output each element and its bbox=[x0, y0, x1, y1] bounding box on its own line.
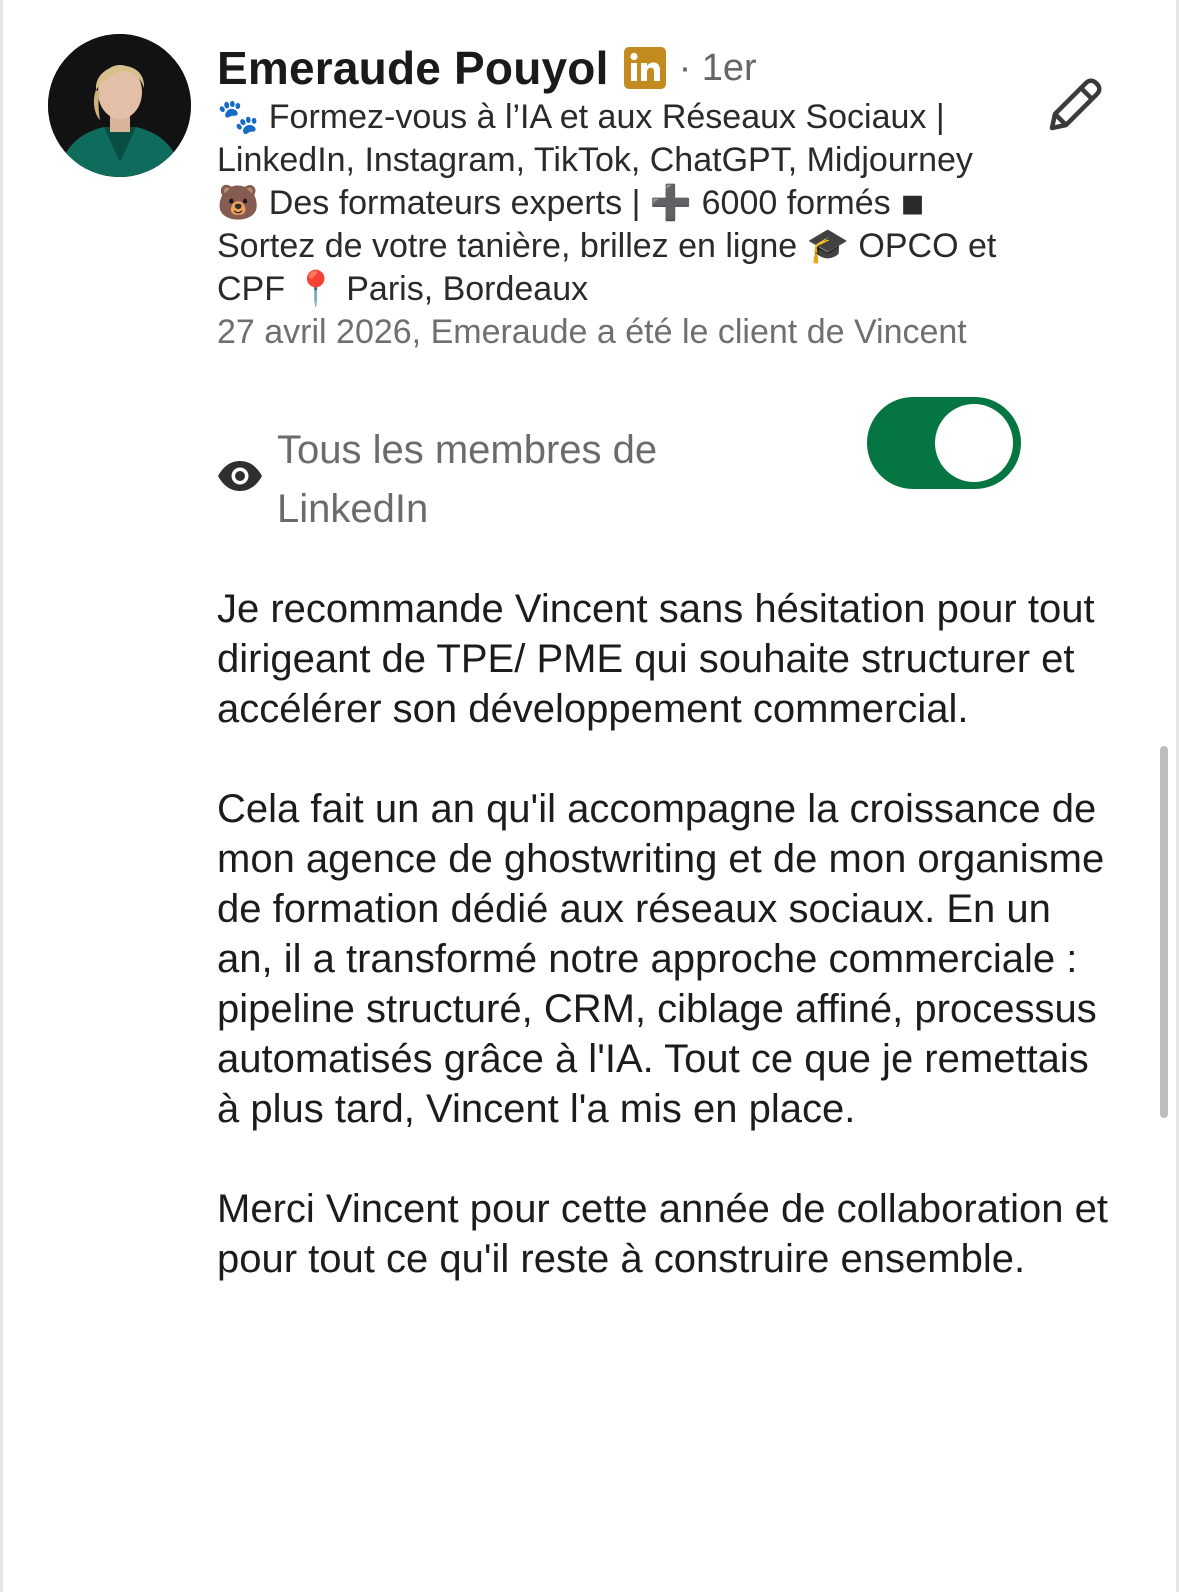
recommendation-paragraph: Merci Vincent pour cette année de collaboration et pour tout ce qu'il reste à construire ensemble. bbox=[217, 1187, 1108, 1281]
avatar[interactable] bbox=[48, 34, 191, 177]
page-edge-left bbox=[0, 0, 3, 1592]
visibility-label: Tous les membres de LinkedIn bbox=[277, 428, 658, 531]
profile-name[interactable]: Emeraude Pouyol bbox=[217, 42, 609, 94]
recommendation-text bbox=[217, 584, 1117, 1334]
pencil-icon[interactable] bbox=[1042, 74, 1106, 138]
avatar-image bbox=[48, 34, 191, 177]
profile-headline: 🐾 Formez-vous à l’IA et aux Réseaux Sociaux | LinkedIn, Instagram, TikTok, ChatGPT, Midjourney 🐻 Des formateurs experts | ➕ 6000 formés ◾ Sortez de votre tanière, brillez en ligne 🎓 OPCO et CPF 📍 Paris, Bordeaux bbox=[217, 98, 997, 308]
recommendation-date: 27 avril 2026, Emeraude a été le client de Vincent bbox=[217, 313, 967, 351]
scrollbar[interactable] bbox=[1160, 746, 1168, 1118]
eye-icon bbox=[216, 458, 264, 494]
recommendation-paragraph: Cela fait un an qu'il accompagne la croissance de mon agence de ghostwriting et de mon organisme de formation dédié aux réseaux sociaux. En un an, il a transformé notre approche commerciale : pipeline structuré, CRM, ciblage affiné, processus automatisés grâce à l'IA. Tout ce que je remettais à plus tard, Vincent l'a mis en place. bbox=[217, 787, 1105, 1131]
toggle-knob bbox=[935, 404, 1013, 482]
linkedin-icon bbox=[623, 46, 667, 90]
visibility-toggle[interactable] bbox=[867, 397, 1021, 489]
name-row bbox=[217, 38, 757, 98]
recommendation-paragraph: Je recommande Vincent sans hésitation pour tout dirigeant de TPE/ PME qui souhaite structurer et accélérer son développement commercial. bbox=[217, 587, 1095, 731]
connection-degree: · 1er bbox=[678, 46, 757, 89]
